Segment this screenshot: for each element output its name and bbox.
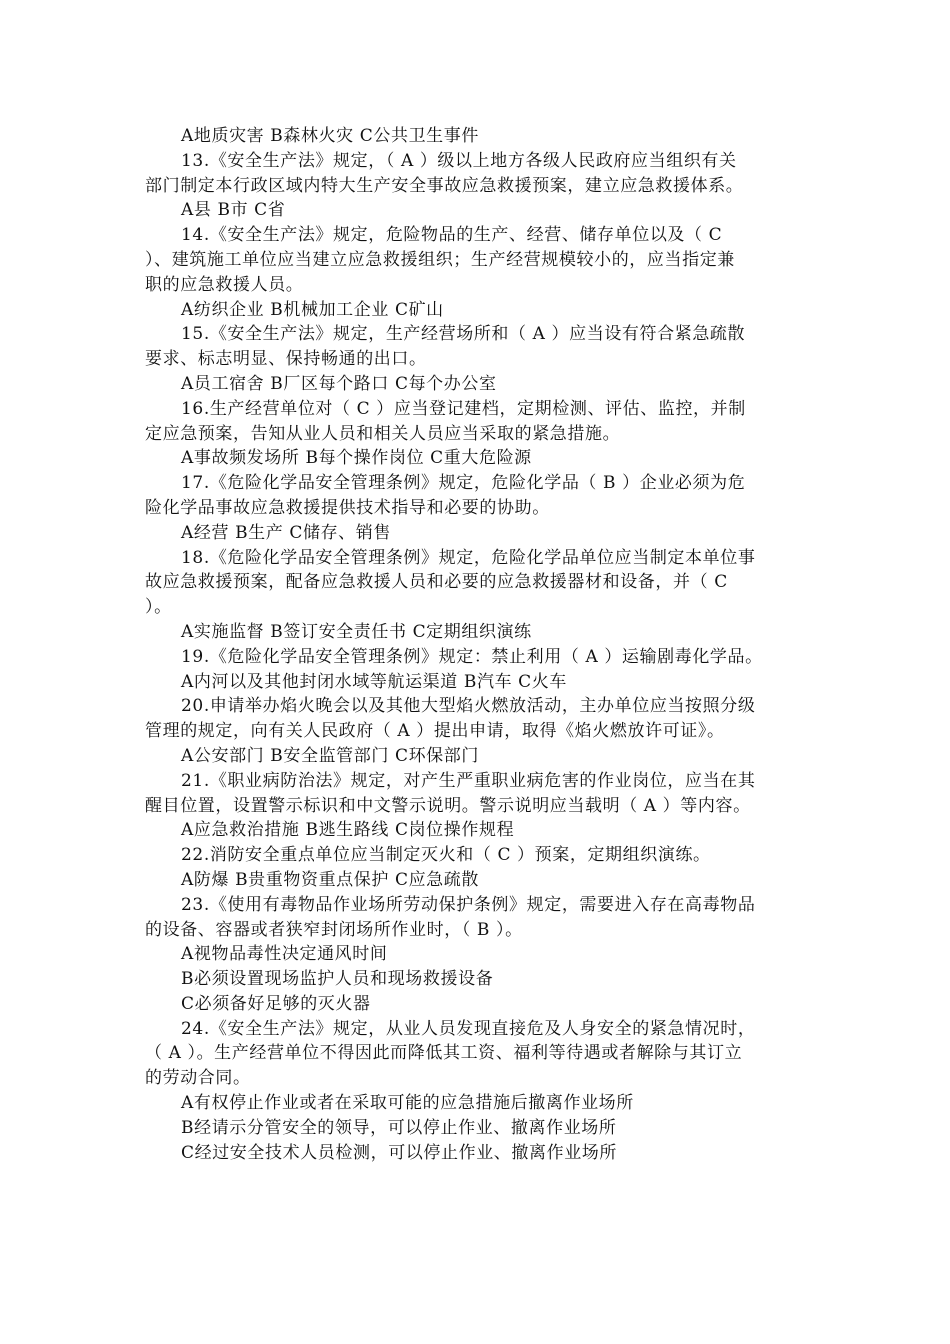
text-line: A实施监督 B签订安全责任书 C定期组织演练 xyxy=(181,621,532,642)
text-line: 21.《职业病防治法》规定，对产生严重职业病危害的作业岗位，应当在其 xyxy=(181,770,756,791)
text-line: 部门制定本行政区域内特大生产安全事故应急救援预案，建立应急救援体系。 xyxy=(145,175,744,196)
text-line: 故应急救援预案，配备应急救援人员和必要的应急救援器材和设备，并（ C xyxy=(145,572,728,593)
text-line: A公安部门 B安全监管部门 C环保部门 xyxy=(181,745,479,766)
text-line: B经请示分管安全的领导，可以停止作业、撤离作业场所 xyxy=(181,1117,617,1138)
text-line: 22.消防安全重点单位应当制定灭火和（ C ）预案，定期组织演练。 xyxy=(181,845,711,866)
text-line: 18.《危险化学品安全管理条例》规定，危险化学品单位应当制定本单位事 xyxy=(181,547,756,568)
text-line: C经过安全技术人员检测，可以停止作业、撤离作业场所 xyxy=(181,1142,618,1163)
text-line: 职的应急救援人员。 xyxy=(145,274,304,295)
text-line: ）。 xyxy=(145,597,172,618)
text-line: 19.《危险化学品安全管理条例》规定：禁止利用（ A ）运输剧毒化学品。 xyxy=(181,646,763,667)
text-line: A事故频发场所 B每个操作岗位 C重大危险源 xyxy=(181,448,532,469)
text-line: A县 B市 C省 xyxy=(181,200,286,221)
text-line: 23.《使用有毒物品作业场所劳动保护条例》规定，需要进入存在高毒物品 xyxy=(181,894,756,915)
text-line: 的劳动合同。 xyxy=(145,1068,251,1089)
text-line: 17.《危险化学品安全管理条例》规定，危险化学品（ B ）企业必须为危 xyxy=(181,473,746,494)
text-line: 醒目位置，设置警示标识和中文警示说明。警示说明应当载明（ A ）等内容。 xyxy=(145,795,751,816)
text-line: C必须备好足够的灭火器 xyxy=(181,993,371,1014)
text-line: B必须设置现场监护人员和现场救援设备 xyxy=(181,969,494,990)
text-line: （ A ）。生产经营单位不得因此而降低其工资、福利等待遇或者解除与其订立 xyxy=(145,1043,743,1064)
text-line: 20.申请举办焰火晚会以及其他大型焰火燃放活动，主办单位应当按照分级 xyxy=(181,696,756,717)
text-line: ）、建筑施工单位应当建立应急救援组织；生产经营规模较小的，应当指定兼 xyxy=(145,249,735,270)
text-line: A视物品毒性决定通风时间 xyxy=(181,944,388,965)
text-line: 13.《安全生产法》规定，（ A ）级以上地方各级人民政府应当组织有关 xyxy=(181,150,737,171)
text-line: 要求、标志明显、保持畅通的出口。 xyxy=(145,349,427,370)
text-line: A应急救治措施 B逃生路线 C岗位操作规程 xyxy=(181,820,515,841)
text-line: 的设备、容器或者狭窄封闭场所作业时，（ B ）。 xyxy=(145,919,523,940)
text-line: A经营 B生产 C储存、销售 xyxy=(181,522,391,543)
document-page xyxy=(145,124,807,1165)
text-line: A防爆 B贵重物资重点保护 C应急疏散 xyxy=(181,869,479,890)
text-line: A地质灾害 B森林火灾 C公共卫生事件 xyxy=(181,126,479,146)
text-line: 24.《安全生产法》规定，从业人员发现直接危及人身安全的紧急情况时， xyxy=(181,1018,756,1039)
text-line: A内河以及其他封闭水域等航运渠道 B汽车 C火车 xyxy=(181,671,567,692)
text-line: 定应急预案，告知从业人员和相关人员应当采取的紧急措施。 xyxy=(145,423,621,444)
text-line: A有权停止作业或者在采取可能的应急措施后撤离作业场所 xyxy=(181,1093,634,1114)
text-line: A员工宿舍 B厂区每个路口 C每个办公室 xyxy=(181,373,497,394)
text-line: 15.《安全生产法》规定，生产经营场所和（ A ）应当设有符合紧急疏散 xyxy=(181,324,746,345)
text-line: 16.生产经营单位对（ C ）应当登记建档，定期检测、评估、监控，并制 xyxy=(181,398,746,419)
text-line: 险化学品事故应急救援提供技术指导和必要的协助。 xyxy=(145,497,550,518)
text-line: 14.《安全生产法》规定，危险物品的生产、经营、储存单位以及（ C xyxy=(181,225,723,246)
text-line: A纺织企业 B机械加工企业 C矿山 xyxy=(181,299,444,320)
text-line: 管理的规定，向有关人民政府（ A ）提出申请，取得《焰火燃放许可证》。 xyxy=(145,721,725,742)
